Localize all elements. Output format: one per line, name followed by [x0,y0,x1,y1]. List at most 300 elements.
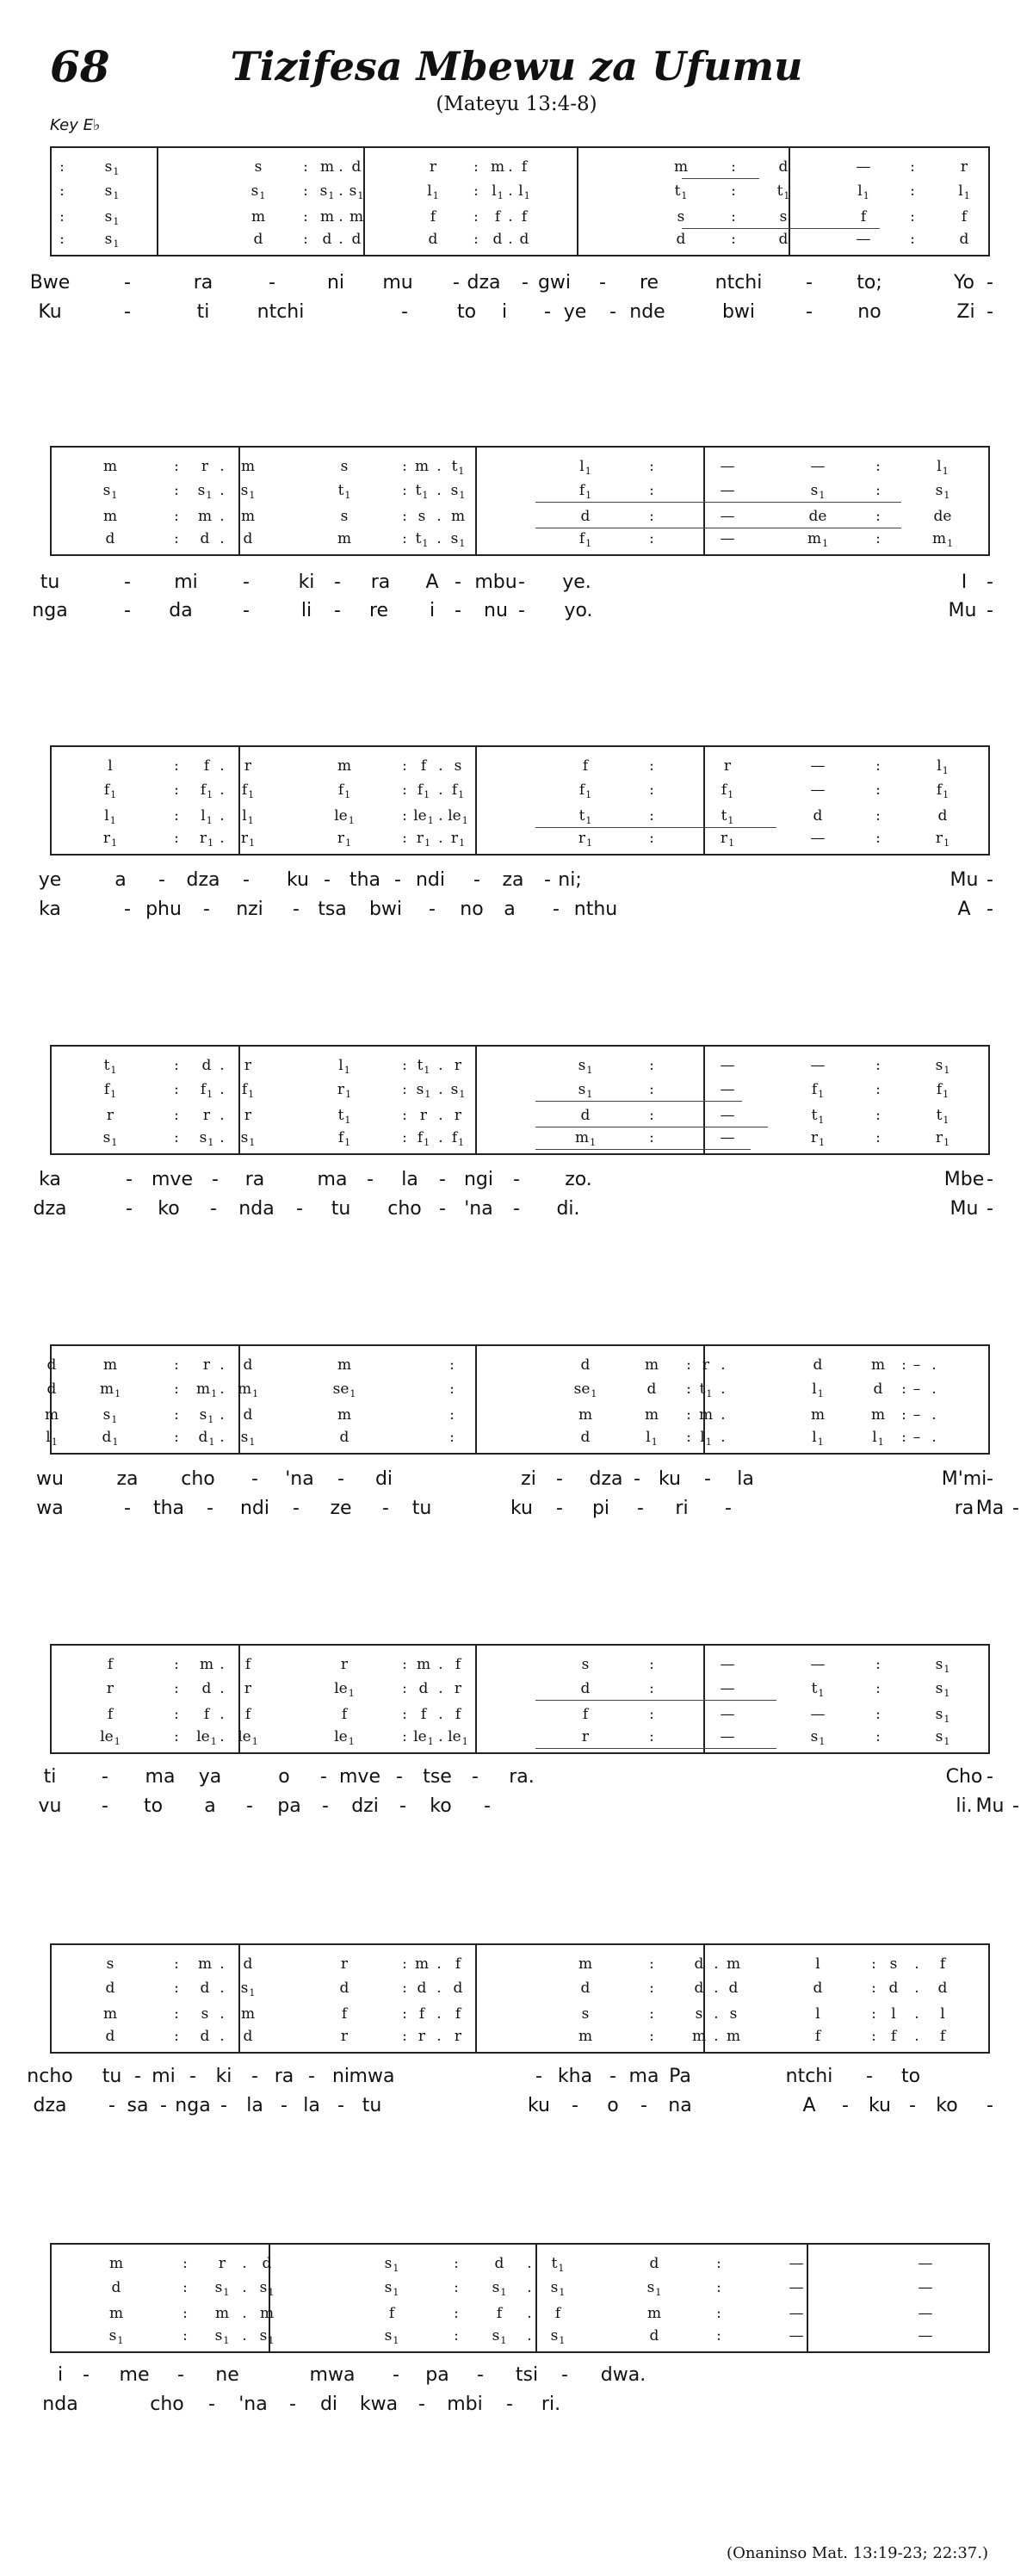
tie-line [535,502,901,503]
sol-fa-note: m [349,208,364,225]
lyric-syllable: - [987,899,993,920]
sol-fa-note: f [244,1656,251,1673]
sol-fa-note: f [455,1656,461,1673]
sol-fa-note: . [914,2005,919,2023]
sol-fa-note: . [714,1980,719,1997]
lyric-syllable: - [987,869,993,891]
sol-fa-note: . [714,1955,719,1973]
lyric-syllable: - [334,600,341,621]
sol-fa-note: $le_1$ [413,807,434,826]
sol-fa-note: $s_1$ [935,482,950,501]
sol-fa-note: d [351,158,362,176]
lyric-syllable: - [439,1198,446,1220]
lyric-syllable: to [143,1795,164,1817]
sol-fa-note: $se_1$ [573,1381,597,1399]
lyric-syllable: la [401,1169,418,1190]
lyric-line [0,899,1033,923]
sol-fa-note: m [197,1955,213,1973]
lyric-line [0,2095,1033,2119]
sol-fa-note: : [449,1406,455,1424]
sol-fa-note: — [810,830,826,847]
sol-fa-note: . [714,2028,719,2045]
lyric-line [0,1795,1033,1819]
sol-fa-note: $le_1$ [334,807,355,826]
lyric-syllable: - [453,272,460,293]
lyric-syllable: dza [589,1468,623,1490]
sol-fa-note: — [918,2327,933,2344]
sol-fa-note: . [508,182,513,200]
sol-fa-note: : [901,1381,906,1398]
lyric-syllable: mwa [349,2066,395,2087]
sol-fa-note: $le_1$ [413,1728,434,1747]
sol-fa-note: . [438,830,443,847]
sol-fa-note: $t_1$ [936,1107,949,1126]
lyric-syllable: la [737,1468,754,1490]
sol-fa-note: : [402,530,407,547]
tie-line [535,1700,776,1701]
sol-fa-note: — [789,2279,804,2296]
cross-reference-footer: (Onaninso Mat. 13:19-23; 22:37.) [727,2544,988,2562]
lyric-syllable: ki [215,2066,232,2087]
sol-fa-note: f [244,1706,251,1723]
lyric-syllable: - [220,2095,227,2116]
lyric-syllable: me [119,2364,150,2386]
sol-fa-note: r [340,1656,349,1673]
sol-fa-note: $t_1$ [674,182,688,201]
sol-fa-note: $s_1$ [349,182,364,201]
bar-line [475,1047,477,1153]
sol-fa-note: d [937,807,948,825]
sol-fa-note: . [436,2005,442,2023]
sol-fa-note: $s_1$ [259,2327,275,2346]
sol-fa-note: d [243,1356,253,1374]
sol-fa-note: : [402,1680,407,1697]
lyric-syllable: dza [467,272,501,293]
sol-fa-note: $le_1$ [100,1728,121,1747]
sol-fa-note: $s_1$ [102,1129,118,1148]
lyric-syllable: - [987,1468,993,1490]
lyric-syllable: tu [411,1498,432,1519]
sol-fa-note: : [871,2028,876,2045]
sol-fa-note: d [813,1356,823,1374]
sol-fa-note: $r_1$ [935,830,950,849]
lyric-syllable: tsa [318,899,347,920]
lyric-syllable: - [556,1498,563,1519]
sol-fa-note: r [960,158,968,176]
lyric-syllable: wa [36,1498,64,1519]
lyric-syllable: - [518,600,525,621]
sol-fa-note: m [102,508,118,525]
sol-fa-note: : [174,2028,179,2045]
sol-fa-note: $s_1$ [935,1057,950,1076]
sol-fa-note: : [174,1406,179,1424]
sol-fa-note: l [108,757,113,775]
sol-fa-note: m [199,1656,214,1673]
lyric-syllable: - [203,899,210,920]
sol-fa-note: m [414,458,430,475]
sol-fa-note: s [106,1955,114,1973]
sol-fa-note: f [203,757,210,775]
lyric-syllable: ra [370,571,391,593]
sol-fa-note: : [174,1728,179,1745]
sol-fa-note: f [939,2028,946,2045]
lyric-syllable: no [857,301,881,323]
sol-fa-note: . [438,781,443,799]
lyric-syllable: a [204,1795,216,1817]
music-system [50,1644,990,1754]
sol-fa-note: d [492,231,503,248]
sol-fa-note: : [174,830,179,847]
sol-fa-note: $s_1$ [108,2327,124,2346]
sol-fa-note: $r_1$ [337,1081,352,1100]
sol-fa-note: $le_1$ [334,1728,355,1747]
sol-fa-note: : [454,2279,459,2296]
lyric-syllable: ze [330,1498,352,1519]
sol-fa-note: . [220,1381,225,1398]
sol-fa-note: . [242,2279,247,2296]
sol-fa-note: f [455,1955,461,1973]
lyric-syllable: - [401,301,408,323]
sol-fa-note: m [450,508,466,525]
lyric-syllable: - [308,2066,315,2087]
sol-fa-note: r [201,458,209,475]
sol-fa-note: : [402,1081,407,1098]
sol-fa-note: . [914,2028,919,2045]
music-system [50,1943,990,2054]
lyric-syllable: - [296,1198,303,1220]
lyric-syllable: dzi [351,1795,379,1817]
lyric-syllable: - [556,1468,563,1490]
sol-fa-note: m [726,2028,741,2045]
lyric-syllable: ndi [239,1498,270,1519]
sol-fa-note: $f_1$ [337,1129,351,1148]
lyric-syllable: Mbe [943,1169,985,1190]
lyric-syllable: 'na [238,2394,268,2415]
lyric-syllable: to; [857,272,882,293]
lyric-syllable: - [987,1198,993,1220]
sol-fa-note: — [720,1728,735,1745]
lyric-syllable: za [502,869,524,891]
sol-fa-note: : [871,2005,876,2023]
sol-fa-note: : [473,158,479,176]
sol-fa-note: . [220,1429,225,1446]
lyric-syllable: cho [387,1198,422,1220]
lyric-syllable: tu [102,2066,122,2087]
sol-fa-note: r [454,1107,462,1124]
lyric-syllable: bwi [721,301,756,323]
lyric-syllable: - [609,301,616,323]
lyric-syllable: - [337,1468,344,1490]
sol-fa-note: — [720,1656,735,1673]
sol-fa-note: $f_1$ [337,781,351,800]
lyric-syllable: ra [274,2066,294,2087]
sol-fa-note: $f_1$ [936,781,949,800]
sol-fa-note: m [644,1406,659,1424]
sol-fa-note: m [102,1356,118,1374]
sol-fa-note: : [303,158,308,176]
lyric-syllable: di. [556,1198,580,1220]
sol-fa-note: r [244,1680,252,1697]
sol-fa-note: d [243,1955,253,1973]
sol-fa-note: $s_1$ [810,482,826,501]
lyric-syllable: - [393,2364,399,2386]
sol-fa-note: : [303,231,308,248]
sol-fa-note: — [810,781,826,799]
sol-fa-note: : [174,1057,179,1074]
sol-fa-note: d [778,231,789,248]
sol-fa-note: $le_1$ [448,1728,468,1747]
sol-fa-note: $l_1$ [958,182,970,201]
sol-fa-note: . [508,158,513,176]
lyric-syllable: ku [527,2095,551,2116]
sol-fa-note: f [430,208,436,225]
sol-fa-note: . [931,1356,937,1374]
lyric-syllable: - [124,600,131,621]
lyric-syllable: wu [36,1468,64,1490]
lyric-syllable: - [637,1498,644,1519]
lyric-syllable: nde [629,301,665,323]
bar-line [475,448,477,554]
lyric-syllable: bwi [368,899,403,920]
sol-fa-note: $r_1$ [240,830,256,849]
sol-fa-note: f [582,1706,589,1723]
sol-fa-note: $l_1$ [646,1429,658,1448]
lyric-syllable: Mu [949,1198,979,1220]
sol-fa-note: : [649,508,654,525]
sol-fa-note: $f_1$ [417,1129,430,1148]
page-number: 68 [50,41,110,92]
lyric-syllable: i [429,600,436,621]
sol-fa-note: : [402,1656,407,1673]
sol-fa-note: m [214,2305,230,2322]
lyric-syllable: ri. [541,2394,561,2415]
sol-fa-note: . [508,208,513,225]
lyric-syllable: - [544,869,551,891]
sol-fa-note: $l_1$ [518,182,530,201]
sol-fa-note: l [891,2005,896,2023]
sol-fa-note: m [240,2005,256,2023]
sol-fa-note: r [202,1107,211,1124]
lyric-syllable: o [607,2095,619,2116]
sol-fa-note: — [720,482,735,499]
sol-fa-note: l [940,2005,945,2023]
sol-fa-note: : [649,1680,654,1697]
sol-fa-note: f [388,2305,395,2322]
sol-fa-note: . [220,781,225,799]
sol-fa-note: $f_1$ [103,1081,117,1100]
sol-fa-note: : [649,458,654,475]
sol-fa-note: $f_1$ [241,781,255,800]
sol-fa-note: f [521,208,528,225]
sol-fa-note: . [438,1057,443,1074]
sol-fa-note: r [702,1356,710,1374]
sol-fa-note: : [402,508,407,525]
sol-fa-note: : [174,530,179,547]
lyric-syllable: mve [152,1169,193,1190]
lyric-syllable: mu [382,272,413,293]
sol-fa-note: : [402,482,407,499]
sol-fa-note: f [420,757,427,775]
sol-fa-note: : [303,208,308,225]
sol-fa-note: : [402,1706,407,1723]
sol-fa-note: $t_1$ [103,1057,117,1076]
sol-fa-note: s [340,458,349,475]
lyric-syllable: - [522,272,529,293]
lyric-syllable: ko [158,1198,180,1220]
sol-fa-note: . [436,1955,442,1973]
sol-fa-note: : [875,508,881,525]
sol-fa-note: f [496,2305,503,2322]
sol-fa-note: $f_1$ [451,1129,465,1148]
sol-fa-note: m [691,2028,707,2045]
lyric-syllable: phu [145,899,182,920]
lyric-syllable: nga [175,2095,211,2116]
lyric-syllable: - [987,600,993,621]
sol-fa-note: . [438,1728,443,1745]
lyric-syllable: - [324,869,331,891]
sol-fa-note: — [720,458,735,475]
sol-fa-note: : [174,1656,179,1673]
sol-fa-note: f [107,1656,114,1673]
lyric-syllable: tu [331,1198,351,1220]
sol-fa-note: : [473,182,479,200]
sol-fa-note: : [875,1107,881,1124]
lyric-syllable: I [961,571,968,593]
lyric-syllable: - [337,2095,344,2116]
lyric-syllable: tha [152,1498,185,1519]
sol-fa-note: $l_1$ [492,182,504,201]
sol-fa-note: d [494,2255,504,2272]
sol-fa-note: $f_1$ [936,1081,949,1100]
sol-fa-note: d [322,231,332,248]
lyric-syllable: ye [563,301,587,323]
sol-fa-note: d [519,231,529,248]
sol-fa-note: d [694,1955,704,1973]
lyric-syllable: o [278,1766,290,1788]
lyric-syllable: - [544,301,551,323]
lyric-syllable: A [802,2095,816,2116]
lyric-syllable: pa [277,1795,301,1817]
lyric-syllable: ti [43,1766,57,1788]
sol-fa-note: : [59,158,65,176]
sol-fa-note: . [527,2327,532,2344]
lyric-syllable: - [251,2066,258,2087]
sol-fa-note: d [200,1980,210,1997]
sol-fa-note: : [875,1057,881,1074]
lyric-syllable: a [504,899,516,920]
sol-fa-note: f [455,1706,461,1723]
sol-fa-note: $le_1$ [334,1680,355,1699]
sol-fa-note: $le_1$ [238,1728,258,1747]
lyric-syllable: - [108,2095,115,2116]
sol-fa-note: f [418,2005,425,2023]
bar-line [475,1346,477,1453]
sol-fa-note: d [813,807,823,825]
lyric-syllable: dza [33,1198,67,1220]
sol-fa-note: : [174,1129,179,1146]
sol-fa-note: f [521,158,528,176]
sol-fa-note: d [111,2279,121,2296]
lyric-syllable: - [322,1795,329,1817]
sol-fa-note: : [875,1706,881,1723]
sol-fa-note: : [649,2028,654,2045]
sol-fa-note: $s_1$ [935,1680,950,1699]
lyric-syllable: to [456,301,477,323]
lyric-syllable: nu [484,600,508,621]
sol-fa-note: r [418,2028,426,2045]
lyric-syllable: - [477,2364,484,2386]
lyric-syllable: ko [936,2095,958,2116]
sol-fa-note: m [870,1356,886,1374]
sol-fa-note: : [174,1381,179,1398]
sol-fa-note: : [686,1356,691,1374]
sol-fa-note: f [582,757,589,775]
sol-fa-note: . [438,1706,443,1723]
lyric-line [0,2394,1033,2418]
sol-fa-note: . [721,1381,726,1398]
sol-fa-note: $s_1$ [104,182,120,201]
sol-fa-note: : [454,2305,459,2322]
sol-fa-note: l [815,2005,820,2023]
sol-fa-note: . [438,1656,443,1673]
sol-fa-note: d [646,1381,657,1398]
sol-fa-note: $s_1$ [251,182,266,201]
bar-line [475,1945,477,2052]
sol-fa-note: $d_1$ [198,1429,215,1448]
sol-fa-note: : [649,1107,654,1124]
lyric-syllable: - [640,2095,647,2116]
lyric-syllable: nda [238,1198,275,1220]
lyric-syllable: di [374,1468,393,1490]
sol-fa-note: . [220,830,225,847]
lyric-syllable: - [518,571,525,593]
sol-fa-note: $t_1$ [699,1381,713,1399]
lyric-syllable: re [639,272,659,293]
sol-fa-note: : [449,1381,455,1398]
sol-fa-note: $t_1$ [811,1107,825,1126]
lyric-syllable: ka [39,899,61,920]
sol-fa-note: d [676,231,686,248]
lyric-syllable: kha [557,2066,593,2087]
sol-fa-note: — [810,458,826,475]
sol-fa-note: $s_1$ [416,1081,431,1100]
sol-fa-note: $le_1$ [196,1728,217,1747]
sol-fa-note: r [340,1955,349,1973]
sol-fa-note: . [338,231,343,248]
sol-fa-note: : [402,757,407,775]
lyric-line [0,1498,1033,1522]
lyric-syllable: ni [326,272,345,293]
tie-line [535,1101,742,1102]
lyric-syllable: nga [32,600,68,621]
sol-fa-note: $l_1$ [812,1429,824,1448]
sol-fa-note: m [673,158,689,176]
lyric-syllable: - [806,301,813,323]
sol-fa-note: : [182,2305,188,2322]
sol-fa-note: : [649,807,654,825]
sol-fa-note: . [242,2255,247,2272]
lyric-syllable: ku [510,1498,534,1519]
sol-fa-note: : [402,1057,407,1074]
lyric-line [0,1468,1033,1492]
tie-line [535,1748,776,1749]
sol-fa-note: . [931,1381,937,1398]
lyric-syllable: Yo [954,272,974,293]
sol-fa-note: d [580,1107,591,1124]
sol-fa-note: : [875,530,881,547]
sol-fa-note: . [931,1406,937,1424]
sol-fa-note: : [716,2305,721,2322]
